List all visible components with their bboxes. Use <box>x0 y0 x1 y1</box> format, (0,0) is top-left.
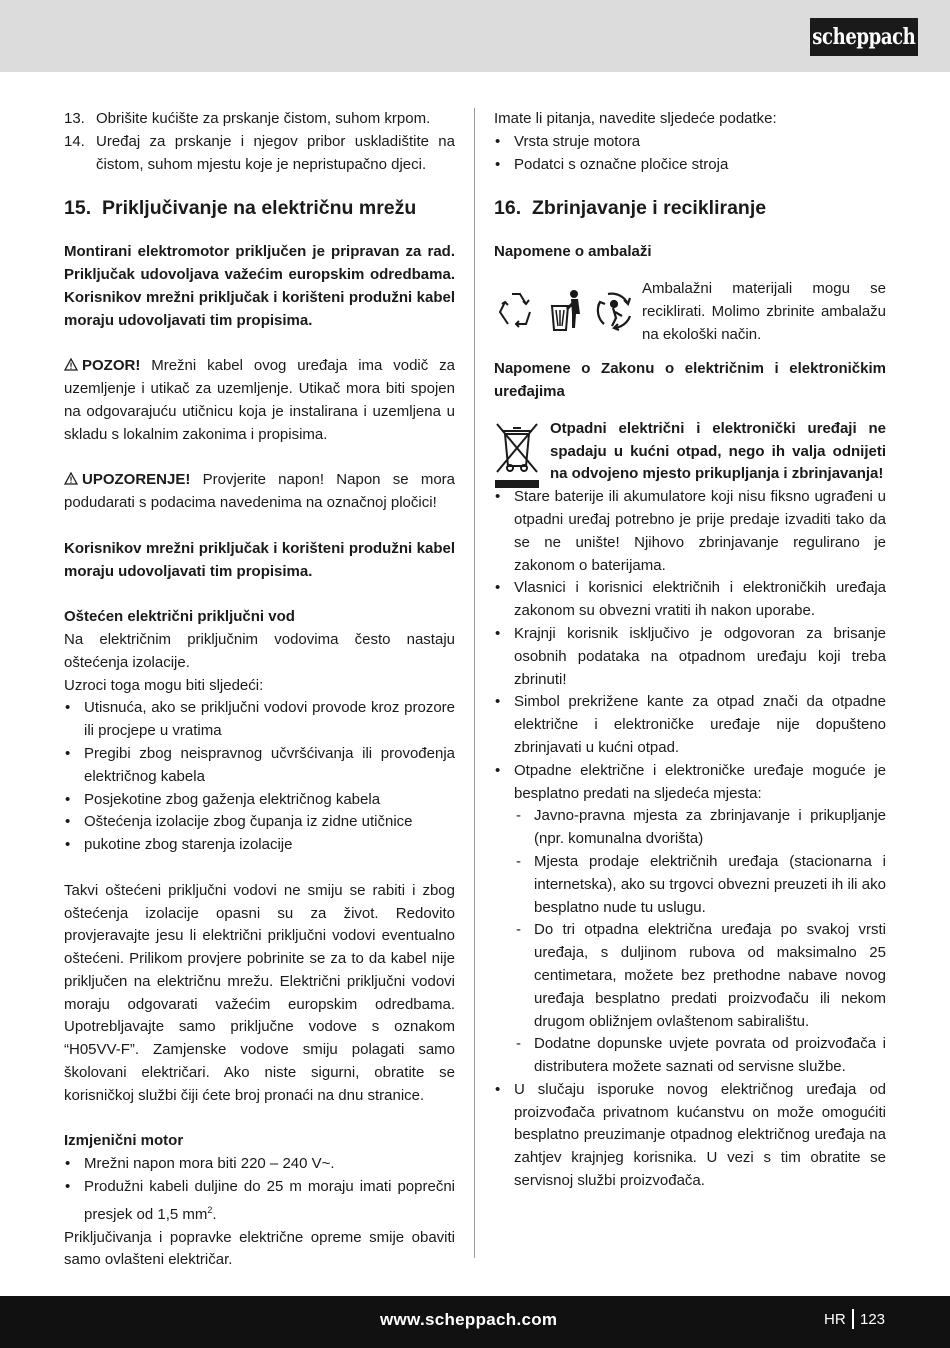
eco-recycle-icon <box>598 294 630 330</box>
damaged-cable-heading: Oštećen električni priključni vod <box>64 608 295 626</box>
upozorenje-note: UPOZORENJE! Provjerite napon! Napon se mora podudarati s podacima navedenima na označnoj pločici! <box>64 471 455 512</box>
list-item: 13. Obrišite kućište za prskanje čistom, suhom krpom. <box>64 110 431 127</box>
section-15-heading: 15. Priključivanje na električnu mrežu <box>64 197 417 220</box>
motor-list <box>64 1153 455 1226</box>
list-item: • Pregibi zbog neispravnog učvršćivanja ili provođenja električnog kabela <box>64 743 455 789</box>
website-link[interactable]: www.scheppach.com <box>380 1310 558 1329</box>
recycle-icon <box>500 294 530 327</box>
regulation-note: Korisnikov mrežni priključak i korišteni produžni kabel moraju udovoljavati tim propisima. <box>64 539 455 580</box>
list-item: - Javno-pravna mjesta za zbrinjavanje i prikupljanje (npr. komunalna dvorišta) <box>514 805 886 851</box>
packaging-text: Ambalažni materijali mogu se reciklirati. Molimo zbrinite ambalažu na ekološki način. <box>642 280 886 343</box>
list-item: - Mjesta prodaje električnih uređaja (stacionarna i internetska), ako su trgovci obvezni preuzeti ih ili ako besplatno nude tu uslugu. <box>514 851 886 919</box>
paragraph: Na električnim priključnim vodovima često nastaju oštećenja izolacije. <box>64 630 455 671</box>
return-locations-list <box>514 805 886 1079</box>
tidyman-icon <box>552 290 580 330</box>
left-column <box>64 108 455 1272</box>
paragraph: Imate li pitanja, navedite sljedeće podatke: <box>494 110 777 127</box>
list-item: - Do tri otpadna električna uređaja po svakoj vrsti uređaja, s duljinom rubova od maksimalno 25 centimetara, možete bez prethodne nabave novog uređaja besplatno predati proizvođaču ili nekom drugom obližnjem ovlaštenom sabiralištu. <box>514 919 886 1033</box>
list-item: • Simbol prekrižene kante za otpad znači da otpadne električne i elektroničke uređaje nije dopušteno zbrinjavati u kućni otpad. <box>494 691 886 759</box>
packaging-heading: Napomene o ambalaži <box>494 243 652 261</box>
warning-triangle-icon <box>64 472 78 485</box>
right-column <box>494 108 886 1193</box>
list-item: • Produžni kabeli duljine do 25 m moraju imati poprečni presjek od 1,5 $mm^2$. <box>64 1176 455 1227</box>
weee-list <box>494 486 886 1193</box>
list-item: • Krajnji korisnik isključivo je odgovoran za brisanje osobnih podataka na otpadnom uređaju koji treba zbrinuti! <box>494 623 886 691</box>
paragraph: Uzroci toga mogu biti sljedeći: <box>64 676 264 694</box>
paragraph: Priključivanja i popravke električne opreme smije obaviti samo ovlašteni električar. <box>64 1228 455 1269</box>
list-item: • Stare baterije ili akumulatore koji nisu fiksno ugrađeni u otpadni uređaj potrebno je prije predaje izvaditi tako da se ne unište! Njihovo zbrinjavanje regulirano je zakonom o baterijama. <box>494 486 886 577</box>
list-item: • Otpadne električne i elektroničke uređaje moguće je besplatno predati na sljedeća mjesta: - Javno-pravna mjesta za zbrinjavanje i prikupljanje (npr. komunalna dvorišta) - Mjesta prodaje električnih uređaja (stacionarna i internetska), ako su trgovci obvezni preuzeti ih ili ako besplatno nude tu uslugu. - Do tri otpadna električna uređaja po svakoj vrsti uređaja, s duljinom rubova od maksimalno 25 centimetara, možete bez prethodne nabave novog uređaja besplatno predati proizvođaču ili nekom drugom obližnjem ovlaštenom sabiralištu. - Dodatne dopunske uvjete povrata od proizvođača i distributera možete saznati od servisne službe. <box>494 760 886 1079</box>
list-item: • Utisnuća, ako se priključni vodovi provode kroz prozore ili procjepe u vratima <box>64 697 455 743</box>
section-15-intro: Montirani elektromotor priključen je pripravan za rad. Priključak udovoljava važećim europskim odredbama. Korisnikov mrežni priključak i korišteni produžni kabel moraju udovoljavati tim propisima. <box>64 243 455 329</box>
list-item: - Dodatne dopunske uvjete povrata od proizvođača i distributera možete saznati od servisne službe. <box>514 1033 886 1079</box>
motor-heading: Izmjenični motor <box>64 1132 184 1150</box>
page-number: 123 <box>860 1311 886 1328</box>
language-code: HR <box>824 1311 846 1328</box>
weee-note <box>494 418 886 486</box>
crossed-bin-icon <box>494 420 540 492</box>
info-list <box>494 131 886 177</box>
section-16-heading: 16. Zbrinjavanje i recikliranje <box>494 197 767 220</box>
weee-warning-text: Otpadni električni i elektronički uređaji ne spadaju u kućni otpad, nego ih valja odnijeti na odvojeno mjesto prikupljanja i zbrinjavanja! <box>550 419 886 483</box>
list-item: • Mrežni napon mora biti 220 – 240 V~. <box>64 1153 455 1176</box>
page-header <box>0 0 950 72</box>
list-item: • Posjekotine zbog gaženja električnog kabela <box>64 789 455 812</box>
list-item: • pukotine zbog starenja izolacije <box>64 834 455 857</box>
packaging-icons <box>496 288 636 332</box>
scheppach-logo: scheppach <box>810 18 918 56</box>
cleaning-steps-list <box>64 108 455 176</box>
packaging-note <box>494 278 886 358</box>
footer-separator <box>852 1309 854 1329</box>
list-item: • U slučaju isporuke novog električnog uređaja od proizvođača privatnom kućanstvu on može omogućiti besplatno preuzimanje otpadnog električnog uređaja na zahtjev krajnjeg korisnika. U vezi s tim obratite se servisnoj službi proizvođača. <box>494 1079 886 1193</box>
list-item: • Oštećenja izolacije zbog čupanja iz zidne utičnice <box>64 811 455 834</box>
column-divider <box>474 108 475 1258</box>
list-item: 14. Uređaj za prskanje i njegov pribor uskladištite na čistom, suhom mjestu koje je nepristupačno djeci. <box>64 132 455 173</box>
page-footer <box>0 1296 950 1348</box>
list-item: • Vlasnici i korisnici električnih i elektroničkih uređaja zakonom su obvezni vratiti ih nakon uporabe. <box>494 577 886 623</box>
paragraph: Takvi oštećeni priključni vodovi ne smiju se rabiti i zbog oštećenja izolacije opasni su za život. Redovito provjeravajte jesu li električni priključni vodovi eventualno oštećeni. Prilikom provjere pobrinite se za to da kabel nije priključen na električnu mrežu. Električni priključni vodovi moraju odgovarati važećim europskim odredbama. Upotrebljavajte samo priključne vodove s oznakom “H05VV-F”. Zamjenske vodove smiju polagati samo školovani električari. Ako niste sigurni, obratite se korisničkoj službi čiji ćete broj pronaći na dnu stranice. <box>64 881 455 1104</box>
causes-list <box>64 697 455 857</box>
weee-heading: Napomene o Zakonu o električnim i elektroničkim uređajima <box>494 360 886 400</box>
list-item: • Podatci s označne pločice stroja <box>494 154 886 177</box>
pozor-note: POZOR! Mrežni kabel ovog uređaja ima vodič za uzemljenje i utikač za uzemljenje. Utikač mora biti spojen na odgovarajuću utičnicu koja je instalirana i uzemljena u skladu s lokalnim zakonima i propisima. <box>64 357 455 443</box>
warning-triangle-icon <box>64 358 78 371</box>
list-item: • Vrsta struje motora <box>494 131 886 154</box>
